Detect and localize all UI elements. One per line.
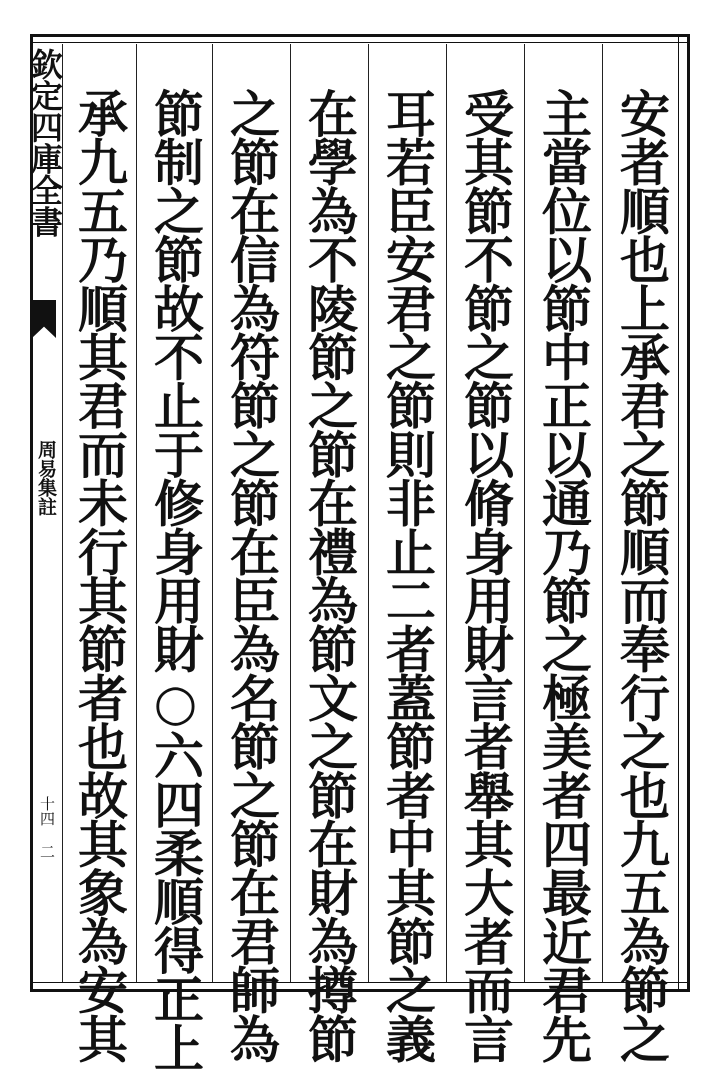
text-column-7: 節制之節故不止于修身用財○六四柔順得正上 <box>146 88 205 1071</box>
frame-inner-top <box>30 42 690 43</box>
text-column-3: 受其節不節之節以脩身用財言者舉其大者而言 <box>456 88 515 1063</box>
column-rule <box>524 44 525 982</box>
column-rule <box>290 44 291 982</box>
book-title: 周易集註 <box>35 440 57 516</box>
text-column-6: 之節在信為符節之節在臣為名節之節在君師為 <box>222 88 281 1063</box>
column-rule <box>368 44 369 982</box>
text-column-1: 安者順也上承君之節順而奉行之也九五為節之 <box>612 88 671 1063</box>
folio-number: 十四 二 <box>38 796 56 859</box>
column-rule <box>446 44 447 982</box>
collection-title: 欽定四庫全書 <box>26 48 64 237</box>
column-rule <box>602 44 603 982</box>
text-column-4: 耳若臣安君之節則非止二者蓋節者中其節之義 <box>378 88 437 1063</box>
text-column-8: 承九五乃順其君而未行其節者也故其象為安其 <box>70 88 129 1063</box>
frame-inner-right <box>678 34 679 992</box>
column-rule <box>136 44 137 982</box>
column-rule <box>212 44 213 982</box>
text-column-5: 在學為不陵節之節在禮為節文之節在財為撙節 <box>300 88 359 1063</box>
text-column-2: 主當位以節中正以通乃節之極美者四最近君先 <box>534 88 593 1063</box>
